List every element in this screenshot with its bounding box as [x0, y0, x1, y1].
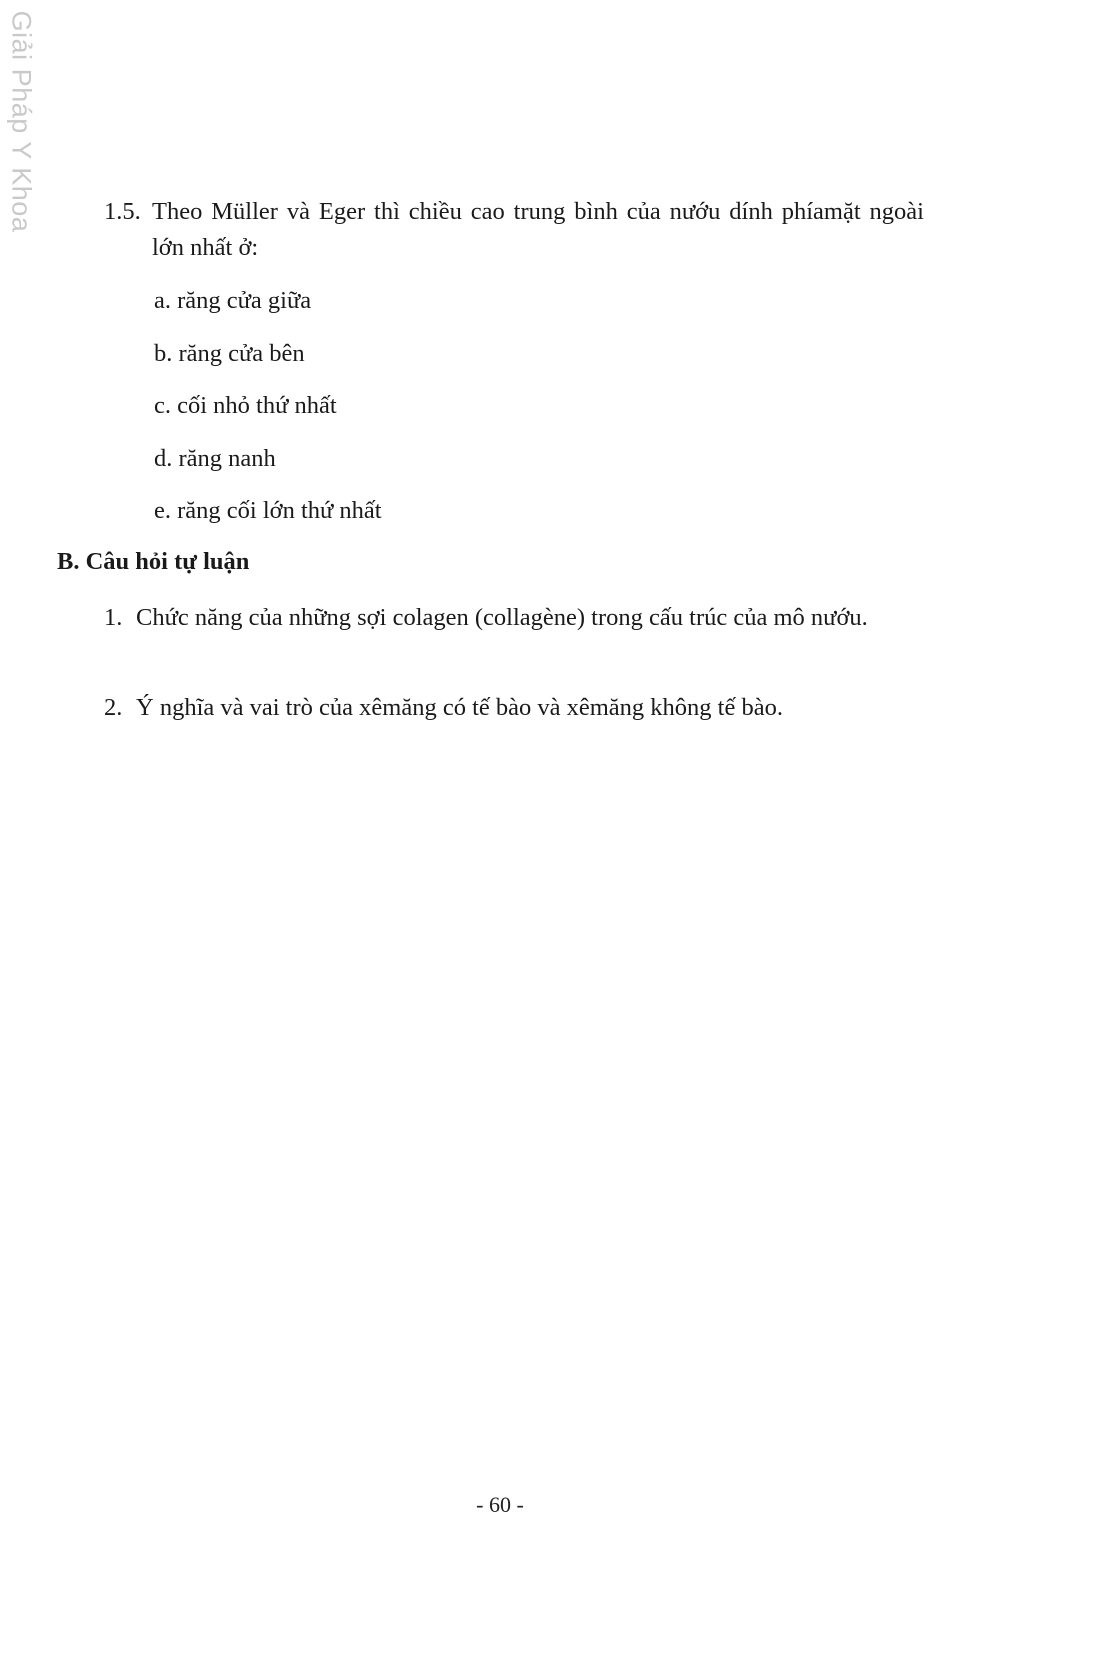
option-b: b. răng cửa bên [154, 339, 305, 367]
watermark-text: Giải Pháp Y Khoa [6, 10, 37, 232]
question-text: Theo Müller và Eger thì chiều cao trung bình của nướu dính phíamặt ngoài lớn nhất ở: [152, 198, 924, 261]
watermark [4, 10, 38, 232]
answer-options [154, 286, 854, 549]
essay-text: Chức năng của những sợi colagen (collagène) trong cấu trúc của mô nướu. [136, 604, 868, 631]
question-line [104, 194, 924, 266]
question-1-5 [104, 194, 924, 266]
option-d: d. răng nanh [154, 444, 276, 472]
essay-question-1 [104, 600, 926, 636]
option-a: a. răng cửa giữa [154, 287, 312, 314]
essay-text: Ý nghĩa và vai trò của xêmăng có tế bào và xêmăng không tế bào. [136, 694, 783, 721]
essay-number: 1. [104, 604, 123, 631]
essay-row [104, 690, 926, 726]
option-e: e. răng cối lớn thứ nhất [154, 497, 382, 524]
question-number: 1.5. [104, 198, 141, 225]
essay-question-2 [104, 690, 926, 726]
essay-row [104, 600, 926, 636]
essay-number: 2. [104, 694, 123, 721]
option-c: c. cối nhỏ thứ nhất [154, 392, 337, 419]
page-number: - 60 - [476, 1492, 524, 1517]
section-b-heading: B. Câu hỏi tự luận [57, 548, 250, 575]
